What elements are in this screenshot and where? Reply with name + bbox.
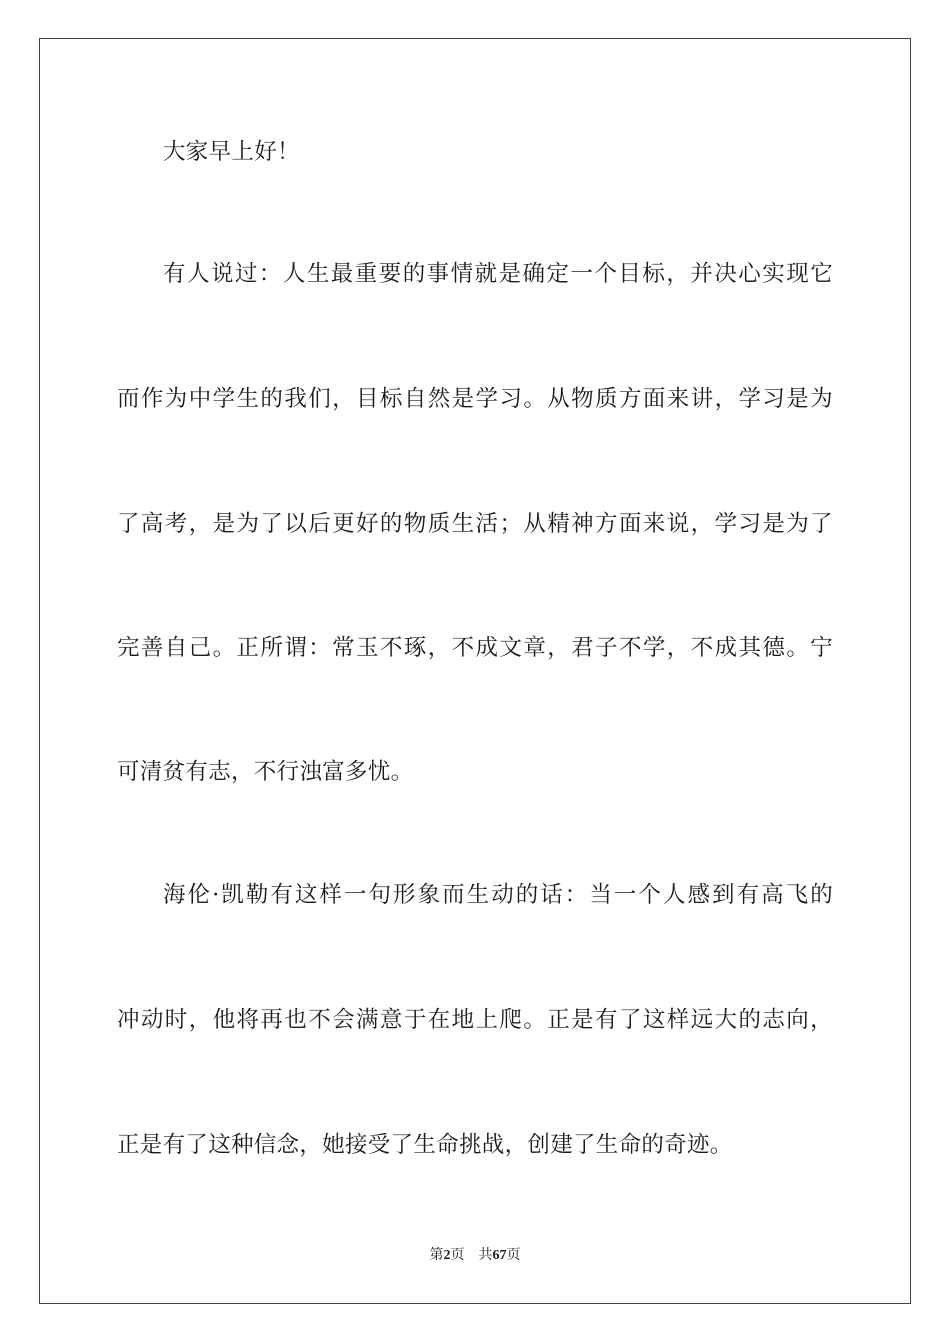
paragraph-line: 海伦·凯勒有这样一句形象而生动的话：当一个人感到有高飞的 — [163, 882, 833, 908]
paragraph-line: 了高考，是为了以后更好的物质生活；从精神方面来说，学习是为了 — [117, 511, 833, 537]
page-number-current: 2 — [443, 1248, 451, 1263]
page-footer — [0, 1247, 950, 1265]
page-border — [39, 38, 911, 1304]
page-number-prefix: 第 — [429, 1248, 444, 1263]
paragraph-line: 可清贫有志，不行浊富多忧。 — [117, 759, 414, 785]
paragraph-line: 冲动时，他将再也不会满意于在地上爬。正是有了这样远大的志向， — [117, 1007, 833, 1033]
paragraph-line: 正是有了这种信念，她接受了生命挑战，创建了生命的奇迹。 — [117, 1132, 733, 1158]
page-total-suffix: 页 — [506, 1248, 521, 1263]
paragraph-line: 完善自己。正所谓：常玉不琢，不成文章，君子不学，不成其德。宁 — [117, 635, 833, 661]
paragraph-line: 而作为中学生的我们，目标自然是学习。从物质方面来讲，学习是为 — [117, 386, 833, 412]
paragraph-line: 有人说过：人生最重要的事情就是确定一个目标，并决心实现它 — [163, 261, 833, 287]
page-total-prefix: 共 — [478, 1248, 493, 1263]
greeting-line: 大家早上好！ — [163, 139, 300, 165]
page-number-suffix: 页 — [450, 1248, 465, 1263]
page-total-count: 67 — [492, 1248, 507, 1263]
